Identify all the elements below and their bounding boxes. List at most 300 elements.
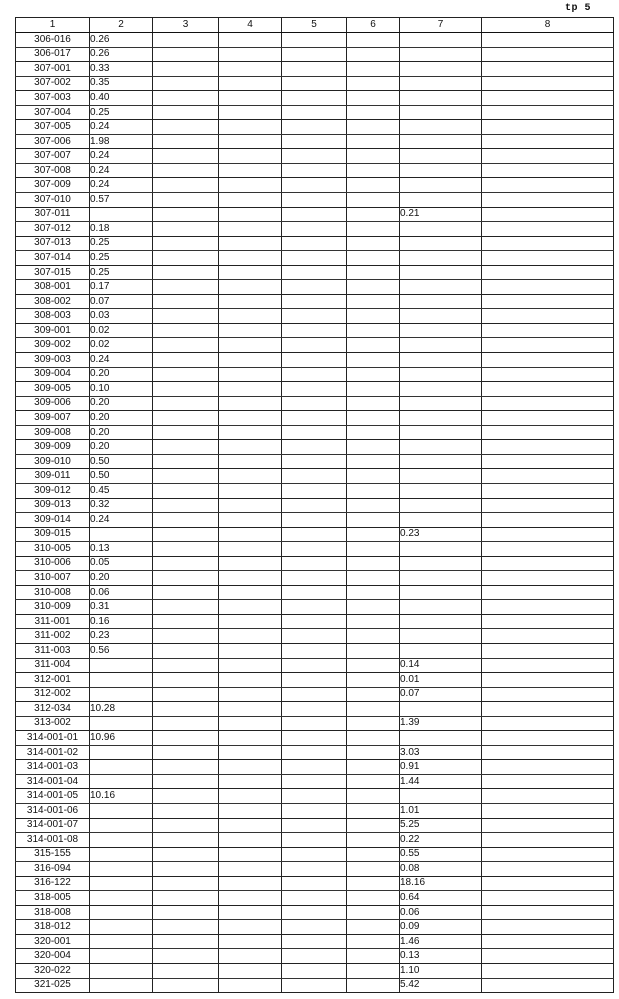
table-row xyxy=(16,469,614,484)
col7-value-cell xyxy=(400,513,482,528)
empty-cell xyxy=(219,280,282,295)
empty-cell xyxy=(482,643,614,658)
item-code-cell: 307-015 xyxy=(16,265,90,280)
empty-cell xyxy=(347,803,400,818)
table-row xyxy=(16,949,614,964)
item-code-cell: 314-001-02 xyxy=(16,745,90,760)
table-row xyxy=(16,367,614,382)
empty-cell xyxy=(219,818,282,833)
empty-cell xyxy=(347,629,400,644)
table-row xyxy=(16,614,614,629)
table-row xyxy=(16,120,614,135)
col2-value-cell: 0.24 xyxy=(90,120,153,135)
empty-cell xyxy=(219,513,282,528)
empty-cell xyxy=(282,469,347,484)
table-row xyxy=(16,222,614,237)
empty-cell xyxy=(282,673,347,688)
empty-cell xyxy=(482,803,614,818)
col2-value-cell: 0.24 xyxy=(90,513,153,528)
item-code-cell: 312-034 xyxy=(16,702,90,717)
table-row xyxy=(16,673,614,688)
empty-cell xyxy=(482,949,614,964)
col2-value-cell: 10.96 xyxy=(90,731,153,746)
empty-cell xyxy=(153,33,219,48)
empty-cell xyxy=(282,62,347,77)
table-row xyxy=(16,542,614,557)
empty-cell xyxy=(153,62,219,77)
empty-cell xyxy=(482,585,614,600)
empty-cell xyxy=(482,876,614,891)
empty-cell xyxy=(282,163,347,178)
table-row xyxy=(16,978,614,993)
col7-value-cell: 1.46 xyxy=(400,934,482,949)
empty-cell xyxy=(482,483,614,498)
col2-value-cell: 0.05 xyxy=(90,556,153,571)
empty-cell xyxy=(282,425,347,440)
item-code-cell: 321-025 xyxy=(16,978,90,993)
empty-cell xyxy=(347,600,400,615)
col7-value-cell xyxy=(400,585,482,600)
empty-cell xyxy=(153,120,219,135)
empty-cell xyxy=(347,687,400,702)
col2-value-cell: 0.24 xyxy=(90,353,153,368)
empty-cell xyxy=(482,265,614,280)
col7-value-cell xyxy=(400,571,482,586)
empty-cell xyxy=(282,818,347,833)
empty-cell xyxy=(482,178,614,193)
empty-cell xyxy=(282,483,347,498)
empty-cell xyxy=(347,222,400,237)
col7-value-cell: 0.08 xyxy=(400,862,482,877)
empty-cell xyxy=(282,309,347,324)
item-code-cell: 307-008 xyxy=(16,163,90,178)
empty-cell xyxy=(219,353,282,368)
item-code-cell: 309-001 xyxy=(16,323,90,338)
empty-cell xyxy=(347,280,400,295)
empty-cell xyxy=(153,527,219,542)
col2-value-cell xyxy=(90,833,153,848)
table-row xyxy=(16,934,614,949)
col2-value-cell: 0.17 xyxy=(90,280,153,295)
table-row xyxy=(16,760,614,775)
item-code-cell: 318-012 xyxy=(16,920,90,935)
empty-cell xyxy=(482,338,614,353)
empty-cell xyxy=(347,91,400,106)
col2-value-cell: 0.13 xyxy=(90,542,153,557)
col2-value-cell: 0.02 xyxy=(90,338,153,353)
empty-cell xyxy=(347,818,400,833)
empty-cell xyxy=(282,251,347,266)
empty-cell xyxy=(153,193,219,208)
empty-cell xyxy=(347,178,400,193)
empty-cell xyxy=(282,513,347,528)
empty-cell xyxy=(347,614,400,629)
table-row xyxy=(16,353,614,368)
empty-cell xyxy=(282,396,347,411)
table-row xyxy=(16,920,614,935)
table-row xyxy=(16,454,614,469)
empty-cell xyxy=(153,251,219,266)
empty-cell xyxy=(282,862,347,877)
empty-cell xyxy=(153,556,219,571)
table-row xyxy=(16,498,614,513)
empty-cell xyxy=(282,643,347,658)
table-row xyxy=(16,440,614,455)
item-code-cell: 312-002 xyxy=(16,687,90,702)
empty-cell xyxy=(347,265,400,280)
empty-cell xyxy=(282,265,347,280)
empty-cell xyxy=(153,353,219,368)
empty-cell xyxy=(153,483,219,498)
col7-value-cell xyxy=(400,643,482,658)
empty-cell xyxy=(347,120,400,135)
table-row xyxy=(16,585,614,600)
col7-value-cell: 0.91 xyxy=(400,760,482,775)
col2-value-cell xyxy=(90,527,153,542)
col2-value-cell: 0.20 xyxy=(90,396,153,411)
empty-cell xyxy=(282,367,347,382)
empty-cell xyxy=(282,600,347,615)
col7-value-cell xyxy=(400,440,482,455)
empty-cell xyxy=(153,876,219,891)
col2-value-cell: 0.25 xyxy=(90,236,153,251)
col2-value-cell: 0.10 xyxy=(90,382,153,397)
empty-cell xyxy=(482,149,614,164)
col2-value-cell: 10.28 xyxy=(90,702,153,717)
table-row xyxy=(16,643,614,658)
item-code-cell: 308-001 xyxy=(16,280,90,295)
empty-cell xyxy=(482,294,614,309)
table-row xyxy=(16,425,614,440)
item-code-cell: 308-002 xyxy=(16,294,90,309)
empty-cell xyxy=(482,47,614,62)
empty-cell xyxy=(153,222,219,237)
col2-value-cell xyxy=(90,716,153,731)
empty-cell xyxy=(282,833,347,848)
empty-cell xyxy=(153,571,219,586)
col7-value-cell xyxy=(400,367,482,382)
col2-value-cell: 0.20 xyxy=(90,571,153,586)
col7-value-cell: 1.01 xyxy=(400,803,482,818)
empty-cell xyxy=(282,745,347,760)
empty-cell xyxy=(153,731,219,746)
empty-cell xyxy=(219,571,282,586)
item-code-cell: 309-003 xyxy=(16,353,90,368)
empty-cell xyxy=(482,818,614,833)
item-code-cell: 309-006 xyxy=(16,396,90,411)
table-row xyxy=(16,731,614,746)
empty-cell xyxy=(347,382,400,397)
col7-value-cell xyxy=(400,469,482,484)
empty-cell xyxy=(482,847,614,862)
table-row xyxy=(16,236,614,251)
item-code-cell: 307-009 xyxy=(16,178,90,193)
empty-cell xyxy=(219,76,282,91)
empty-cell xyxy=(219,411,282,426)
empty-cell xyxy=(282,891,347,906)
col7-value-cell xyxy=(400,33,482,48)
table-row xyxy=(16,803,614,818)
empty-cell xyxy=(482,280,614,295)
col2-value-cell: 0.24 xyxy=(90,163,153,178)
col2-value-cell: 0.50 xyxy=(90,454,153,469)
empty-cell xyxy=(347,847,400,862)
col7-value-cell xyxy=(400,614,482,629)
table-row xyxy=(16,687,614,702)
table-row xyxy=(16,382,614,397)
empty-cell xyxy=(153,382,219,397)
col2-value-cell xyxy=(90,934,153,949)
col7-value-cell xyxy=(400,280,482,295)
empty-cell xyxy=(347,163,400,178)
col7-value-cell: 0.01 xyxy=(400,673,482,688)
col2-value-cell: 1.98 xyxy=(90,134,153,149)
empty-cell xyxy=(153,614,219,629)
empty-cell xyxy=(219,62,282,77)
empty-cell xyxy=(482,469,614,484)
empty-cell xyxy=(347,353,400,368)
item-code-cell: 311-004 xyxy=(16,658,90,673)
empty-cell xyxy=(347,251,400,266)
empty-cell xyxy=(219,367,282,382)
empty-cell xyxy=(482,600,614,615)
col2-value-cell: 0.26 xyxy=(90,33,153,48)
empty-cell xyxy=(347,47,400,62)
empty-cell xyxy=(153,745,219,760)
empty-cell xyxy=(282,774,347,789)
item-code-cell: 320-022 xyxy=(16,964,90,979)
table-row xyxy=(16,251,614,266)
item-code-cell: 309-002 xyxy=(16,338,90,353)
empty-cell xyxy=(153,134,219,149)
col2-value-cell: 0.20 xyxy=(90,411,153,426)
col2-value-cell: 0.45 xyxy=(90,483,153,498)
empty-cell xyxy=(153,440,219,455)
item-code-cell: 310-008 xyxy=(16,585,90,600)
empty-cell xyxy=(482,440,614,455)
col2-value-cell: 0.26 xyxy=(90,47,153,62)
empty-cell xyxy=(219,382,282,397)
empty-cell xyxy=(282,440,347,455)
table-row xyxy=(16,571,614,586)
col7-value-cell: 1.39 xyxy=(400,716,482,731)
empty-cell xyxy=(347,978,400,993)
empty-cell xyxy=(482,76,614,91)
empty-cell xyxy=(219,396,282,411)
table-row xyxy=(16,33,614,48)
empty-cell xyxy=(482,222,614,237)
empty-cell xyxy=(153,47,219,62)
empty-cell xyxy=(482,309,614,324)
col2-value-cell: 0.33 xyxy=(90,62,153,77)
col2-value-cell xyxy=(90,658,153,673)
empty-cell xyxy=(153,91,219,106)
empty-cell xyxy=(153,789,219,804)
empty-cell xyxy=(282,803,347,818)
empty-cell xyxy=(219,629,282,644)
empty-cell xyxy=(282,105,347,120)
empty-cell xyxy=(153,396,219,411)
empty-cell xyxy=(282,33,347,48)
column-header: 3 xyxy=(153,18,219,33)
empty-cell xyxy=(347,643,400,658)
empty-cell xyxy=(219,33,282,48)
empty-cell xyxy=(482,731,614,746)
empty-cell xyxy=(482,207,614,222)
table-row xyxy=(16,91,614,106)
table-row xyxy=(16,280,614,295)
empty-cell xyxy=(347,396,400,411)
col2-value-cell xyxy=(90,978,153,993)
empty-cell xyxy=(153,629,219,644)
col2-value-cell: 0.24 xyxy=(90,149,153,164)
empty-cell xyxy=(347,789,400,804)
col2-value-cell: 10.16 xyxy=(90,789,153,804)
table-row xyxy=(16,513,614,528)
empty-cell xyxy=(153,149,219,164)
col7-value-cell: 0.21 xyxy=(400,207,482,222)
empty-cell xyxy=(347,527,400,542)
col7-value-cell: 1.44 xyxy=(400,774,482,789)
empty-cell xyxy=(219,425,282,440)
table-row xyxy=(16,265,614,280)
col7-value-cell xyxy=(400,425,482,440)
empty-cell xyxy=(482,789,614,804)
empty-cell xyxy=(482,454,614,469)
table-row xyxy=(16,702,614,717)
empty-cell xyxy=(153,687,219,702)
col7-value-cell xyxy=(400,134,482,149)
table-row xyxy=(16,149,614,164)
empty-cell xyxy=(153,207,219,222)
empty-cell xyxy=(482,891,614,906)
empty-cell xyxy=(482,411,614,426)
empty-cell xyxy=(153,803,219,818)
empty-cell xyxy=(282,207,347,222)
empty-cell xyxy=(219,542,282,557)
empty-cell xyxy=(282,382,347,397)
empty-cell xyxy=(482,702,614,717)
item-code-cell: 307-007 xyxy=(16,149,90,164)
empty-cell xyxy=(282,556,347,571)
empty-cell xyxy=(482,382,614,397)
empty-cell xyxy=(153,702,219,717)
item-code-cell: 310-006 xyxy=(16,556,90,571)
empty-cell xyxy=(219,614,282,629)
empty-cell xyxy=(219,134,282,149)
empty-cell xyxy=(482,745,614,760)
empty-cell xyxy=(347,774,400,789)
table-row xyxy=(16,76,614,91)
empty-cell xyxy=(347,673,400,688)
empty-cell xyxy=(282,876,347,891)
table-row xyxy=(16,163,614,178)
empty-cell xyxy=(347,483,400,498)
empty-cell xyxy=(482,905,614,920)
empty-cell xyxy=(482,498,614,513)
empty-cell xyxy=(219,862,282,877)
col7-value-cell: 0.64 xyxy=(400,891,482,906)
empty-cell xyxy=(347,731,400,746)
empty-cell xyxy=(153,920,219,935)
empty-cell xyxy=(219,920,282,935)
item-code-cell: 307-010 xyxy=(16,193,90,208)
empty-cell xyxy=(482,120,614,135)
column-header: 5 xyxy=(282,18,347,33)
empty-cell xyxy=(282,964,347,979)
table-row xyxy=(16,600,614,615)
col7-value-cell xyxy=(400,163,482,178)
empty-cell xyxy=(347,542,400,557)
table-row xyxy=(16,833,614,848)
col2-value-cell xyxy=(90,760,153,775)
item-code-cell: 307-004 xyxy=(16,105,90,120)
item-code-cell: 310-007 xyxy=(16,571,90,586)
empty-cell xyxy=(347,833,400,848)
col7-value-cell xyxy=(400,542,482,557)
item-code-cell: 314-001-05 xyxy=(16,789,90,804)
empty-cell xyxy=(219,687,282,702)
col2-value-cell: 0.16 xyxy=(90,614,153,629)
empty-cell xyxy=(219,600,282,615)
empty-cell xyxy=(482,163,614,178)
empty-cell xyxy=(282,760,347,775)
empty-cell xyxy=(482,323,614,338)
col7-value-cell xyxy=(400,105,482,120)
empty-cell xyxy=(219,323,282,338)
item-code-cell: 310-005 xyxy=(16,542,90,557)
table-row xyxy=(16,483,614,498)
empty-cell xyxy=(347,556,400,571)
empty-cell xyxy=(347,33,400,48)
empty-cell xyxy=(153,265,219,280)
col7-value-cell xyxy=(400,193,482,208)
empty-cell xyxy=(482,716,614,731)
table-row xyxy=(16,323,614,338)
table-row xyxy=(16,62,614,77)
col7-value-cell xyxy=(400,76,482,91)
empty-cell xyxy=(219,207,282,222)
empty-cell xyxy=(482,614,614,629)
empty-cell xyxy=(347,862,400,877)
empty-cell xyxy=(219,193,282,208)
empty-cell xyxy=(219,673,282,688)
empty-cell xyxy=(482,513,614,528)
empty-cell xyxy=(282,91,347,106)
empty-cell xyxy=(282,847,347,862)
empty-cell xyxy=(282,905,347,920)
empty-cell xyxy=(219,905,282,920)
col7-value-cell xyxy=(400,600,482,615)
col2-value-cell xyxy=(90,774,153,789)
empty-cell xyxy=(153,978,219,993)
col2-value-cell xyxy=(90,949,153,964)
empty-cell xyxy=(347,469,400,484)
col7-value-cell xyxy=(400,309,482,324)
item-code-cell: 309-004 xyxy=(16,367,90,382)
empty-cell xyxy=(219,716,282,731)
col2-value-cell: 0.07 xyxy=(90,294,153,309)
col2-value-cell: 0.06 xyxy=(90,585,153,600)
table-row xyxy=(16,862,614,877)
empty-cell xyxy=(282,789,347,804)
empty-cell xyxy=(282,338,347,353)
empty-cell xyxy=(482,105,614,120)
empty-cell xyxy=(347,425,400,440)
empty-cell xyxy=(482,629,614,644)
col7-value-cell xyxy=(400,353,482,368)
empty-cell xyxy=(282,614,347,629)
